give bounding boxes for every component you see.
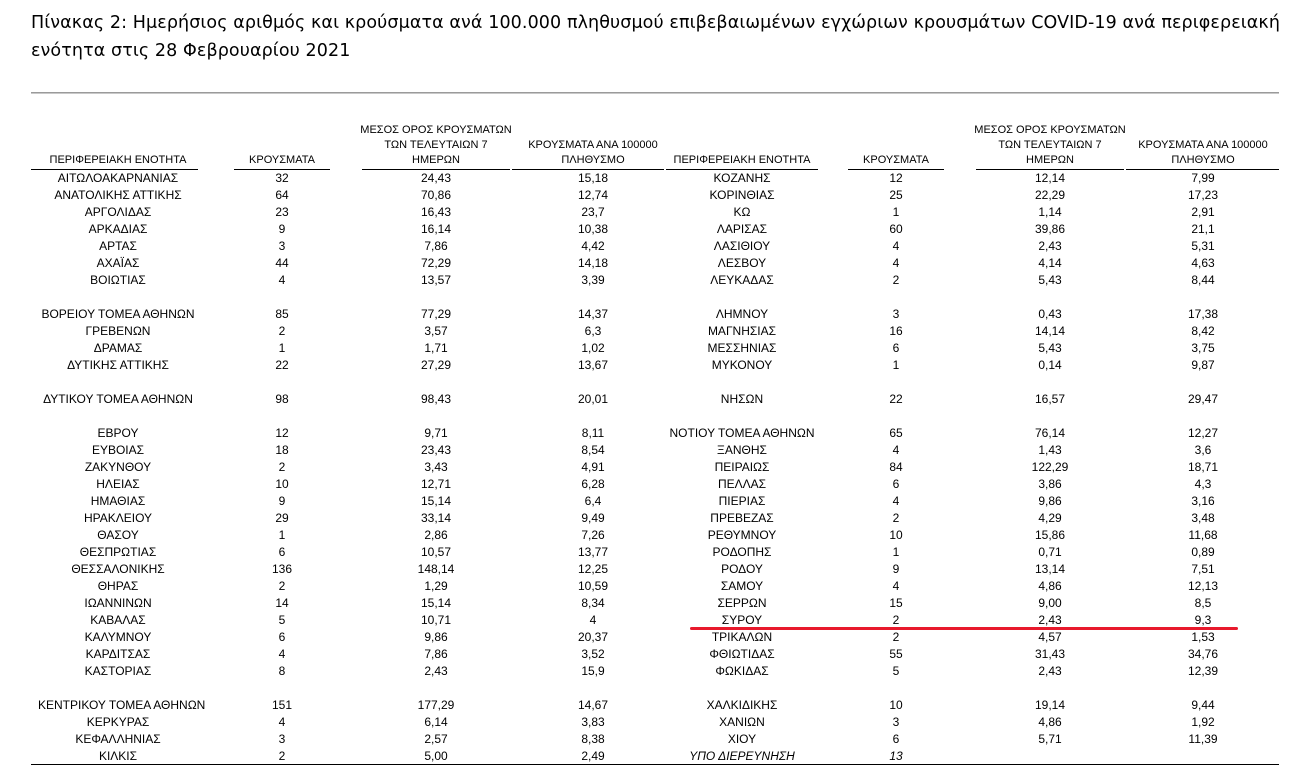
cell-cases: 2 bbox=[278, 749, 286, 763]
cell-region: ΔΡΑΜΑΣ bbox=[93, 341, 143, 355]
cell-avg7: 76,14 bbox=[1034, 426, 1066, 440]
cell-per100k: 8,5 bbox=[1194, 596, 1212, 610]
cell-cases: 3 bbox=[278, 732, 286, 746]
cell-per100k: 8,54 bbox=[581, 443, 605, 457]
cell-per100k: 12,74 bbox=[577, 188, 609, 202]
cell-avg7: 27,29 bbox=[420, 358, 452, 372]
cell-avg7: 7,86 bbox=[424, 239, 448, 253]
cell-region: ΚΕΡΚΥΡΑΣ bbox=[86, 715, 150, 729]
cell-cases: 3 bbox=[892, 307, 900, 321]
header-avg-right-2: ΤΩΝ ΤΕΛΕΥΤΑΙΩΝ 7 bbox=[998, 139, 1102, 151]
cell-region: ΘΕΣΣΑΛΟΝΙΚΗΣ bbox=[71, 562, 165, 576]
cell-region: ΣΑΜΟΥ bbox=[720, 579, 764, 593]
cell-cases: 4 bbox=[892, 494, 900, 508]
cell-cases: 6 bbox=[892, 732, 900, 746]
cell-cases: 16 bbox=[889, 324, 903, 338]
cell-avg7: 14,14 bbox=[1034, 324, 1066, 338]
cell-cases: 44 bbox=[275, 256, 289, 270]
cell-avg7: 77,29 bbox=[420, 307, 452, 321]
header-per100k-left-1: ΚΡΟΥΣΜΑΤΑ ΑΝΑ 100000 bbox=[528, 139, 658, 151]
cell-cases: 98 bbox=[275, 392, 289, 406]
cell-avg7: 5,43 bbox=[1038, 273, 1062, 287]
cell-per100k: 8,38 bbox=[581, 732, 605, 746]
cell-per100k: 21,1 bbox=[1191, 222, 1215, 236]
cell-per100k: 14,67 bbox=[577, 698, 609, 712]
cell-avg7: 3,86 bbox=[1038, 477, 1062, 491]
cell-per100k: 9,44 bbox=[1191, 698, 1215, 712]
cell-avg7: 2,43 bbox=[1038, 239, 1062, 253]
cell-per100k: 9,87 bbox=[1191, 358, 1215, 372]
cell-region: ΑΡΚΑΔΙΑΣ bbox=[88, 222, 148, 236]
cell-cases: 13 bbox=[889, 749, 903, 763]
cell-region: ΕΥΒΟΙΑΣ bbox=[91, 443, 145, 457]
cell-avg7: 0,71 bbox=[1038, 545, 1062, 559]
cell-region: ΧΑΛΚΙΔΙΚΗΣ bbox=[706, 698, 778, 712]
cell-per100k: 8,42 bbox=[1191, 324, 1215, 338]
cell-region: ΑΡΤΑΣ bbox=[99, 239, 137, 253]
cell-per100k: 11,39 bbox=[1188, 732, 1218, 746]
cell-region: ΝΗΣΩΝ bbox=[720, 392, 764, 406]
cell-cases: 29 bbox=[275, 511, 289, 525]
cell-per100k: 0,89 bbox=[1191, 545, 1215, 559]
cell-region: ΣΥΡΟΥ bbox=[721, 613, 763, 627]
cell-cases: 10 bbox=[275, 477, 289, 491]
cell-cases: 18 bbox=[275, 443, 289, 457]
cell-region: ΠΡΕΒΕΖΑΣ bbox=[710, 511, 774, 525]
cell-per100k: 12,27 bbox=[1187, 426, 1219, 440]
cell-region: ΠΙΕΡΙΑΣ bbox=[718, 494, 766, 508]
cell-region: ΓΡΕΒΕΝΩΝ bbox=[85, 324, 151, 338]
cell-per100k: 1,53 bbox=[1191, 630, 1215, 644]
cell-region: ΘΕΣΠΡΩΤΙΑΣ bbox=[79, 545, 157, 559]
cell-cases: 2 bbox=[892, 273, 900, 287]
cell-per100k: 17,23 bbox=[1187, 188, 1219, 202]
cell-region: ΛΕΣΒΟΥ bbox=[717, 256, 767, 270]
cell-avg7: 72,29 bbox=[420, 256, 452, 270]
cell-per100k: 29,47 bbox=[1187, 392, 1219, 406]
cell-region: ΡΟΔΟΥ bbox=[721, 562, 763, 576]
cell-cases: 1 bbox=[892, 545, 900, 559]
cell-cases: 4 bbox=[892, 443, 900, 457]
cell-region: ΦΘΙΩΤΙΔΑΣ bbox=[709, 647, 775, 661]
cell-region: ΜΑΓΝΗΣΙΑΣ bbox=[707, 324, 777, 338]
cell-cases: 9 bbox=[892, 562, 900, 576]
cell-per100k: 4,42 bbox=[581, 239, 605, 253]
cell-region: ΘΗΡΑΣ bbox=[97, 579, 139, 593]
cell-avg7: 15,86 bbox=[1034, 528, 1066, 542]
cell-cases: 1 bbox=[278, 528, 286, 542]
cell-region: ΠΕΛΛΑΣ bbox=[717, 477, 767, 491]
cell-per100k: 10,38 bbox=[577, 222, 609, 236]
bottom-rule bbox=[31, 764, 1279, 765]
cell-cases: 4 bbox=[892, 579, 900, 593]
cell-per100k: 1,92 bbox=[1191, 715, 1215, 729]
cell-cases: 4 bbox=[892, 256, 900, 270]
cell-region: ΗΡΑΚΛΕΙΟΥ bbox=[83, 511, 153, 525]
cell-avg7: 33,14 bbox=[420, 511, 452, 525]
cell-avg7: 4,14 bbox=[1038, 256, 1062, 270]
cell-per100k: 7,26 bbox=[581, 528, 605, 542]
cell-cases: 15 bbox=[889, 596, 903, 610]
cell-per100k: 8,34 bbox=[581, 596, 605, 610]
cell-avg7: 24,43 bbox=[420, 171, 452, 185]
header-per100k-right-2: ΠΛΗΘΥΣΜΟ bbox=[1171, 154, 1235, 166]
cell-region: ΚΟΖΑΝΗΣ bbox=[713, 171, 771, 185]
cell-avg7: 2,43 bbox=[1038, 613, 1062, 627]
cell-per100k: 12,39 bbox=[1187, 664, 1219, 678]
cell-avg7: 148,14 bbox=[417, 562, 455, 576]
cell-region: ΚΩ bbox=[733, 205, 751, 219]
cell-per100k: 12,13 bbox=[1187, 579, 1219, 593]
cell-region: ΚΟΡΙΝΘΙΑΣ bbox=[709, 188, 775, 202]
cell-avg7: 2,86 bbox=[424, 528, 448, 542]
header-avg-right-1: ΜΕΣΟΣ ΟΡΟΣ ΚΡΟΥΣΜΑΤΩΝ bbox=[974, 124, 1126, 136]
header-avg-left-1: ΜΕΣΟΣ ΟΡΟΣ ΚΡΟΥΣΜΑΤΩΝ bbox=[360, 124, 512, 136]
cell-region: ΜΕΣΣΗΝΙΑΣ bbox=[707, 341, 777, 355]
cell-region: ΘΑΣΟΥ bbox=[97, 528, 139, 542]
cell-avg7: 13,14 bbox=[1034, 562, 1066, 576]
cell-cases: 12 bbox=[275, 426, 289, 440]
table-title: Πίνακας 2: Ημερήσιος αριθμός και κρούσματα ανά 100.000 πληθυσμού επιβεβαιωμένων εγχώριων κρουσμάτων COVID-19 ανά περιφερειακή ενότητα στις 28 Φεβρουαρίου 2021 bbox=[31, 13, 1281, 61]
cell-cases: 2 bbox=[892, 613, 900, 627]
cell-avg7: 12,14 bbox=[1034, 171, 1066, 185]
cell-avg7: 5,71 bbox=[1038, 732, 1062, 746]
cell-cases: 6 bbox=[278, 545, 286, 559]
cell-cases: 2 bbox=[892, 511, 900, 525]
cell-region: ΥΠΟ ΔΙΕΡΕΥΝΗΣΗ bbox=[689, 749, 795, 763]
cell-per100k: 6,3 bbox=[584, 324, 602, 338]
cell-avg7 bbox=[962, 748, 1138, 765]
cell-region: ΡΟΔΟΠΗΣ bbox=[712, 545, 772, 559]
cell-region: ΠΕΙΡΑΙΩΣ bbox=[714, 460, 770, 474]
cell-avg7: 9,71 bbox=[424, 426, 448, 440]
cell-per100k: 9,3 bbox=[1194, 613, 1212, 627]
highlight-underline bbox=[690, 627, 1238, 630]
cell-avg7: 22,29 bbox=[1034, 188, 1066, 202]
cell-avg7: 4,29 bbox=[1038, 511, 1062, 525]
cell-cases: 9 bbox=[278, 494, 286, 508]
cell-avg7: 0,14 bbox=[1038, 358, 1062, 372]
cell-cases: 2 bbox=[278, 579, 286, 593]
cell-region: ΧΙΟΥ bbox=[727, 732, 757, 746]
cell-avg7: 10,57 bbox=[420, 545, 452, 559]
cell-avg7: 70,86 bbox=[420, 188, 452, 202]
cell-region: ΡΕΘΥΜΝΟΥ bbox=[707, 528, 777, 542]
cell-avg7: 16,14 bbox=[420, 222, 452, 236]
cell-per100k: 6,4 bbox=[584, 494, 602, 508]
cell-avg7: 5,43 bbox=[1038, 341, 1062, 355]
cell-avg7: 4,86 bbox=[1038, 715, 1062, 729]
cell-per100k: 9,49 bbox=[581, 511, 605, 525]
cell-avg7: 122,29 bbox=[1031, 460, 1069, 474]
cell-avg7: 3,57 bbox=[424, 324, 448, 338]
cell-per100k: 6,28 bbox=[581, 477, 605, 491]
cell-per100k: 8,44 bbox=[1191, 273, 1215, 287]
cell-cases: 32 bbox=[275, 171, 289, 185]
cell-cases: 22 bbox=[275, 358, 289, 372]
cell-avg7: 9,86 bbox=[1038, 494, 1062, 508]
cell-region: ΔΥΤΙΚΟΥ ΤΟΜΕΑ ΑΘΗΝΩΝ bbox=[43, 392, 193, 406]
cell-region: ΞΑΝΘΗΣ bbox=[717, 443, 767, 457]
cell-region: ΚΑΒΑΛΑΣ bbox=[90, 613, 146, 627]
cell-per100k: 13,77 bbox=[577, 545, 609, 559]
cell-avg7: 9,00 bbox=[1038, 596, 1062, 610]
cell-per100k: 13,67 bbox=[577, 358, 609, 372]
cell-per100k: 3,83 bbox=[581, 715, 605, 729]
cell-region: ΧΑΝΙΩΝ bbox=[719, 715, 765, 729]
cell-avg7: 1,71 bbox=[424, 341, 448, 355]
cell-per100k: 14,37 bbox=[577, 307, 609, 321]
cell-avg7: 98,43 bbox=[420, 392, 452, 406]
cell-avg7: 1,14 bbox=[1038, 205, 1062, 219]
cell-cases: 23 bbox=[275, 205, 289, 219]
cell-cases: 10 bbox=[889, 698, 903, 712]
cell-region: ΒΟΡΕΙΟΥ ΤΟΜΕΑ ΑΘΗΝΩΝ bbox=[41, 307, 195, 321]
cell-cases: 25 bbox=[889, 188, 903, 202]
cell-cases: 136 bbox=[271, 562, 293, 576]
cell-per100k: 4,3 bbox=[1194, 477, 1212, 491]
cell-avg7: 177,29 bbox=[417, 698, 455, 712]
cell-region: ΙΩΑΝΝΙΝΩΝ bbox=[84, 596, 152, 610]
cell-cases: 60 bbox=[889, 222, 903, 236]
cell-cases: 4 bbox=[278, 273, 286, 287]
cell-region: ΚΙΛΚΙΣ bbox=[98, 749, 138, 763]
cell-avg7: 16,43 bbox=[420, 205, 452, 219]
cell-avg7: 19,14 bbox=[1034, 698, 1066, 712]
cell-cases: 151 bbox=[271, 698, 293, 712]
cell-per100k: 12,25 bbox=[577, 562, 609, 576]
cell-avg7: 31,43 bbox=[1034, 647, 1066, 661]
cell-region: ΜΥΚΟΝΟΥ bbox=[711, 358, 773, 372]
cell-cases: 22 bbox=[889, 392, 903, 406]
cell-cases: 2 bbox=[278, 460, 286, 474]
cell-cases: 64 bbox=[275, 188, 289, 202]
cell-region: ΕΒΡΟΥ bbox=[97, 426, 139, 440]
cell-region: ΦΩΚΙΔΑΣ bbox=[715, 664, 769, 678]
cell-cases: 2 bbox=[278, 324, 286, 338]
cell-cases: 9 bbox=[278, 222, 286, 236]
cell-cases: 55 bbox=[889, 647, 903, 661]
cell-per100k: 15,18 bbox=[577, 171, 609, 185]
cell-avg7: 2,43 bbox=[1038, 664, 1062, 678]
cell-per100k: 3,39 bbox=[581, 273, 605, 287]
cell-per100k: 14,18 bbox=[577, 256, 609, 270]
cell-region: ΑΧΑΪΑΣ bbox=[96, 256, 140, 270]
cell-cases: 4 bbox=[278, 715, 286, 729]
cell-cases: 2 bbox=[892, 630, 900, 644]
cell-cases: 5 bbox=[278, 613, 286, 627]
cell-region: ΑΡΓΟΛΙΔΑΣ bbox=[84, 205, 152, 219]
cell-cases: 3 bbox=[892, 715, 900, 729]
cell-per100k: 23,7 bbox=[581, 205, 605, 219]
cell-cases: 85 bbox=[275, 307, 289, 321]
cell-avg7: 0,43 bbox=[1038, 307, 1062, 321]
cell-region: ΚΑΡΔΙΤΣΑΣ bbox=[85, 647, 151, 661]
cell-cases: 12 bbox=[889, 171, 903, 185]
cell-region: ΝΟΤΙΟΥ ΤΟΜΕΑ ΑΘΗΝΩΝ bbox=[669, 426, 815, 440]
cell-per100k: 2,49 bbox=[581, 749, 605, 763]
cell-cases: 1 bbox=[892, 358, 900, 372]
cell-avg7: 2,43 bbox=[424, 664, 448, 678]
cell-cases: 6 bbox=[892, 477, 900, 491]
cell-region: ΣΕΡΡΩΝ bbox=[717, 596, 767, 610]
cell-per100k bbox=[1116, 748, 1290, 765]
cell-per100k: 5,31 bbox=[1191, 239, 1215, 253]
cell-cases: 4 bbox=[892, 239, 900, 253]
cell-cases: 14 bbox=[275, 596, 289, 610]
cell-avg7: 7,86 bbox=[424, 647, 448, 661]
cell-region: ΛΕΥΚΑΔΑΣ bbox=[710, 273, 774, 287]
cell-cases: 8 bbox=[278, 664, 286, 678]
cell-avg7: 15,14 bbox=[420, 596, 452, 610]
cell-avg7: 4,86 bbox=[1038, 579, 1062, 593]
cell-cases: 3 bbox=[278, 239, 286, 253]
cell-region: ΚΑΣΤΟΡΙΑΣ bbox=[84, 664, 152, 678]
cell-region: ΒΟΙΩΤΙΑΣ bbox=[90, 273, 146, 287]
cell-region: ΚΕΝΤΡΙΚΟΥ ΤΟΜΕΑ ΑΘΗΝΩΝ bbox=[38, 698, 206, 712]
cell-cases: 84 bbox=[889, 460, 903, 474]
cell-per100k: 3,52 bbox=[581, 647, 605, 661]
header-cases-right: ΚΡΟΥΣΜΑΤΑ bbox=[863, 154, 929, 166]
cell-region: ΑΙΤΩΛΟΑΚΑΡΝΑΝΙΑΣ bbox=[57, 171, 179, 185]
header-avg-right-3: ΗΜΕΡΩΝ bbox=[1026, 154, 1074, 166]
cell-avg7: 2,57 bbox=[424, 732, 448, 746]
cell-region: ΛΑΣΙΘΙΟΥ bbox=[713, 239, 771, 253]
cell-cases: 1 bbox=[278, 341, 286, 355]
cell-per100k: 10,59 bbox=[577, 579, 609, 593]
cell-region: ΗΛΕΙΑΣ bbox=[96, 477, 140, 491]
cell-region: ΗΜΑΘΙΑΣ bbox=[90, 494, 146, 508]
cell-avg7: 15,14 bbox=[420, 494, 452, 508]
cell-per100k: 3,75 bbox=[1191, 341, 1215, 355]
cell-per100k: 3,16 bbox=[1191, 494, 1215, 508]
header-region-right: ΠΕΡΙΦΕΡΕΙΑΚΗ ΕΝΟΤΗΤΑ bbox=[673, 154, 811, 166]
cell-avg7: 13,57 bbox=[420, 273, 452, 287]
header-region-left: ΠΕΡΙΦΕΡΕΙΑΚΗ ΕΝΟΤΗΤΑ bbox=[49, 154, 187, 166]
cell-cases: 1 bbox=[892, 205, 900, 219]
cell-avg7: 12,71 bbox=[420, 477, 452, 491]
cell-avg7: 1,43 bbox=[1038, 443, 1062, 457]
cell-region: ΤΡΙΚΑΛΩΝ bbox=[711, 630, 773, 644]
cell-per100k: 20,01 bbox=[577, 392, 609, 406]
cell-region: ΖΑΚΥΝΘΟΥ bbox=[84, 460, 152, 474]
cell-avg7: 23,43 bbox=[420, 443, 452, 457]
cell-region: ΚΕΦΑΛΛΗΝΙΑΣ bbox=[75, 732, 161, 746]
cell-per100k: 18,71 bbox=[1187, 460, 1219, 474]
cell-per100k: 4 bbox=[589, 613, 597, 627]
cell-per100k: 3,48 bbox=[1191, 511, 1215, 525]
header-avg-left-2: ΤΩΝ ΤΕΛΕΥΤΑΙΩΝ 7 bbox=[384, 139, 488, 151]
cell-avg7: 5,00 bbox=[424, 749, 448, 763]
cell-cases: 65 bbox=[889, 426, 903, 440]
cell-region: ΛΗΜΝΟΥ bbox=[715, 307, 769, 321]
cell-cases: 5 bbox=[892, 664, 900, 678]
header-cases-left: ΚΡΟΥΣΜΑΤΑ bbox=[249, 154, 315, 166]
cell-per100k: 4,91 bbox=[581, 460, 605, 474]
cell-avg7: 9,86 bbox=[424, 630, 448, 644]
header-avg-left-3: ΗΜΕΡΩΝ bbox=[412, 154, 460, 166]
cell-avg7: 10,71 bbox=[420, 613, 452, 627]
header-per100k-right-1: ΚΡΟΥΣΜΑΤΑ ΑΝΑ 100000 bbox=[1138, 139, 1268, 151]
cell-region: ΑΝΑΤΟΛΙΚΗΣ ΑΤΤΙΚΗΣ bbox=[54, 188, 182, 202]
cell-per100k: 1,02 bbox=[581, 341, 605, 355]
cell-per100k: 3,6 bbox=[1194, 443, 1212, 457]
cell-avg7: 16,57 bbox=[1034, 392, 1066, 406]
cell-per100k: 17,38 bbox=[1187, 307, 1219, 321]
cell-avg7: 39,86 bbox=[1034, 222, 1066, 236]
cell-per100k: 20,37 bbox=[577, 630, 609, 644]
cell-avg7: 4,57 bbox=[1038, 630, 1062, 644]
cell-cases: 6 bbox=[892, 341, 900, 355]
cell-per100k: 11,68 bbox=[1188, 528, 1218, 542]
cell-per100k: 7,51 bbox=[1191, 562, 1215, 576]
cell-cases: 10 bbox=[889, 528, 903, 542]
cell-avg7: 6,14 bbox=[424, 715, 448, 729]
cell-per100k: 15,9 bbox=[581, 664, 605, 678]
cell-region: ΔΥΤΙΚΗΣ ΑΤΤΙΚΗΣ bbox=[67, 358, 169, 372]
cell-per100k: 4,63 bbox=[1191, 256, 1215, 270]
cell-cases: 6 bbox=[278, 630, 286, 644]
cell-avg7: 3,43 bbox=[424, 460, 448, 474]
cell-avg7: 1,29 bbox=[424, 579, 448, 593]
cell-cases: 4 bbox=[278, 647, 286, 661]
header-per100k-left-2: ΠΛΗΘΥΣΜΟ bbox=[561, 154, 625, 166]
cell-region: ΛΑΡΙΣΑΣ bbox=[716, 222, 768, 236]
cell-region: ΚΑΛΥΜΝΟΥ bbox=[84, 630, 152, 644]
top-rule bbox=[31, 92, 1279, 94]
cell-per100k: 7,99 bbox=[1191, 171, 1215, 185]
cell-per100k: 8,11 bbox=[581, 426, 605, 440]
cell-per100k: 2,91 bbox=[1191, 205, 1215, 219]
cell-per100k: 34,76 bbox=[1187, 647, 1219, 661]
